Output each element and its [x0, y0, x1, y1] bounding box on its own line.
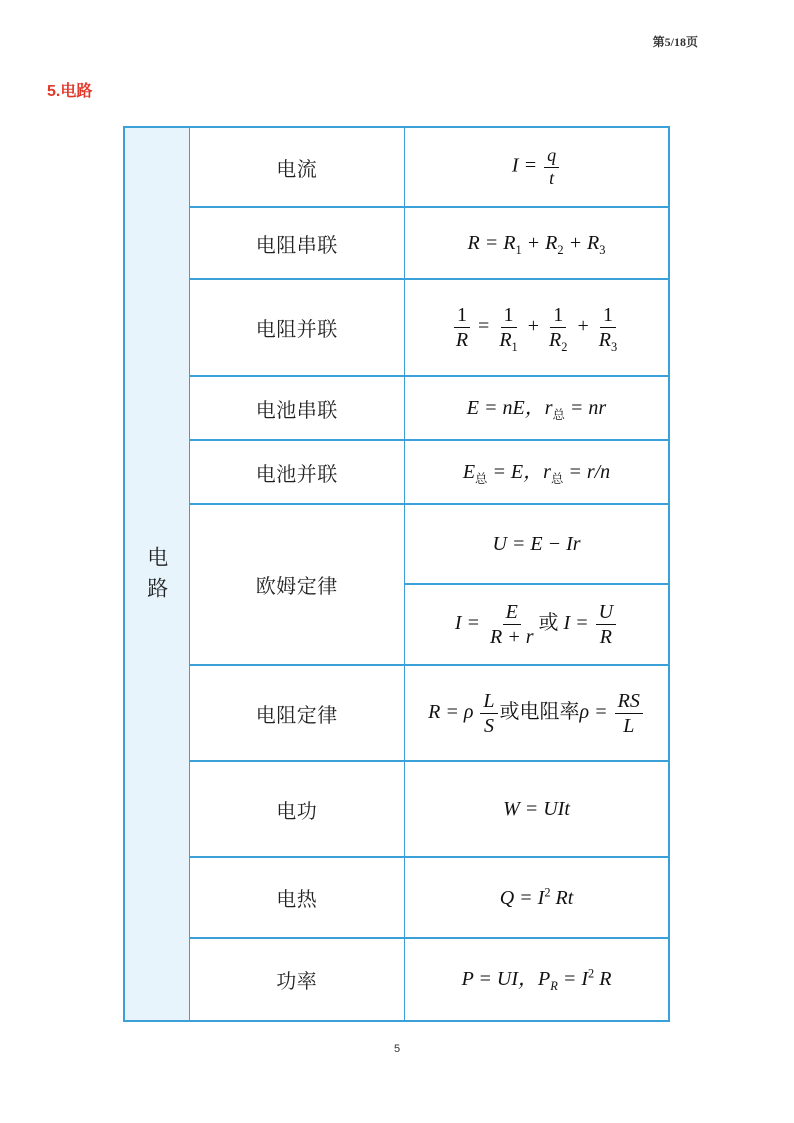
row-name-series-resistors [190, 208, 404, 279]
subscript: 1 [515, 243, 522, 257]
formula-lhs: I = [454, 612, 486, 635]
formula-part: E [462, 461, 476, 483]
row-name-electric-work [190, 762, 404, 857]
row-name-label: 电池并联 [255, 461, 338, 486]
row-name-label: 电池串联 [255, 397, 338, 422]
subscript: 2 [557, 243, 564, 257]
formula-part: R [594, 968, 612, 991]
formula-cell-power [405, 939, 668, 1020]
denominator: R [599, 626, 612, 648]
fraction [615, 689, 643, 738]
formula-part: = r/n [563, 461, 611, 483]
numerator: 1 [600, 303, 616, 328]
subscript: 3 [599, 243, 606, 257]
formula-lhs: I = [558, 612, 594, 635]
row-name-label: 电阻串联 [255, 232, 338, 257]
row-name-label: 电阻定律 [255, 702, 338, 727]
formula-part: + R [521, 232, 558, 254]
formula-electric-work: W = UIt [503, 798, 570, 820]
formula-current [512, 145, 561, 189]
fraction [496, 303, 520, 352]
formula-series-batteries [467, 396, 606, 420]
formula-electric-heat [500, 886, 574, 910]
numerator: L [480, 689, 497, 714]
row-name-parallel-resistors [190, 280, 404, 376]
formula-power [461, 966, 612, 994]
row-name-label: 电流 [276, 156, 318, 181]
row-name-label: 电热 [276, 887, 318, 911]
denominator [596, 328, 620, 352]
fraction [596, 600, 616, 649]
formula-part: + R [563, 232, 600, 254]
row-name-resistance-law [190, 666, 404, 761]
subscript: 1 [511, 340, 518, 354]
category-cell [125, 128, 189, 1020]
denominator: L [623, 714, 635, 737]
row-name-electric-heat [190, 858, 404, 938]
formula-resistance-law [428, 689, 645, 738]
numerator: 1 [550, 303, 566, 328]
formula-cell-ohms-law-1 [405, 505, 668, 584]
equals-sign: = [473, 315, 495, 338]
row-name-current [190, 128, 404, 206]
formula-parallel-resistors [451, 303, 622, 352]
numerator: q [544, 145, 559, 168]
formula-parallel-batteries [463, 460, 610, 484]
formula-part: = I [557, 968, 588, 991]
denominator [496, 328, 520, 352]
superscript: 2 [587, 966, 595, 981]
fraction [546, 303, 570, 352]
formula-part: = nr [564, 397, 607, 419]
numerator: E [503, 600, 521, 625]
page-indicator: 第5/18页 [652, 35, 698, 49]
formula-series-resistors [468, 231, 606, 255]
subscript: 总 [550, 471, 564, 486]
row-name-series-batteries [190, 377, 404, 440]
formula-cell-current [405, 128, 668, 206]
formula-part: P = UI，P [461, 968, 551, 991]
denominator: R + r [490, 626, 534, 648]
denominator: R [455, 329, 469, 351]
subscript: 总 [475, 471, 488, 486]
fraction [487, 600, 537, 649]
row-name-power [190, 939, 404, 1020]
numerator: U [596, 600, 616, 625]
fraction [544, 145, 559, 189]
denominator-symbol: R [499, 329, 512, 351]
fraction [596, 303, 620, 352]
formula-cell-electric-heat [405, 858, 668, 938]
formula-part: = E，r [487, 461, 551, 483]
formula-lhs: R = ρ [428, 700, 479, 723]
numerator: 1 [501, 303, 517, 328]
denominator [546, 328, 570, 352]
numerator: RS [615, 689, 643, 714]
subscript: R [550, 979, 558, 994]
page-number: 5 [393, 1043, 401, 1055]
numerator: 1 [454, 303, 470, 328]
row-name-parallel-batteries [190, 441, 404, 504]
denominator-symbol: R [549, 329, 562, 351]
subscript: 总 [552, 407, 565, 422]
plus-sign: + [522, 315, 545, 338]
row-name-ohms-law [190, 505, 404, 665]
denominator-symbol: R [598, 329, 611, 351]
formula-cell-series-resistors [405, 208, 668, 279]
formula-part: Q = I [499, 886, 545, 909]
category-label: 电路 [144, 546, 169, 608]
formula-cell-resistance-law [405, 666, 668, 761]
formula-part: E = nE，r [466, 397, 553, 419]
formula-lhs: ρ = [579, 700, 613, 723]
formula-cell-parallel-resistors [405, 280, 668, 376]
formula-cell-parallel-batteries [405, 441, 668, 504]
formula-cell-ohms-law-2 [405, 585, 668, 665]
formula-part: R = R [467, 232, 516, 254]
conjunction-or: 或 [538, 610, 559, 635]
subscript: 2 [561, 340, 568, 354]
subscript: 3 [610, 340, 618, 354]
section-title: 5.电路 [47, 83, 93, 100]
formula-ohms-law-current [455, 600, 618, 649]
formula-table [123, 126, 670, 1022]
denominator: S [483, 714, 494, 737]
formula-ohms-law-closed-circuit: U = E − Ir [492, 533, 581, 555]
row-name-label: 电功 [276, 798, 318, 823]
row-name-label: 电阻并联 [255, 317, 338, 341]
formula-lhs: I = [511, 154, 543, 177]
superscript: 2 [544, 884, 551, 899]
fraction [453, 303, 471, 352]
resistivity-text: 或电阻率 [499, 698, 580, 723]
plus-sign: + [572, 315, 594, 338]
formula-cell-series-batteries [405, 377, 668, 440]
row-name-label: 欧姆定律 [255, 574, 338, 598]
fraction [480, 689, 497, 738]
formula-cell-electric-work [405, 762, 668, 857]
row-name-label: 功率 [276, 968, 318, 993]
formula-part: Rt [550, 886, 574, 909]
denominator: t [549, 167, 555, 188]
